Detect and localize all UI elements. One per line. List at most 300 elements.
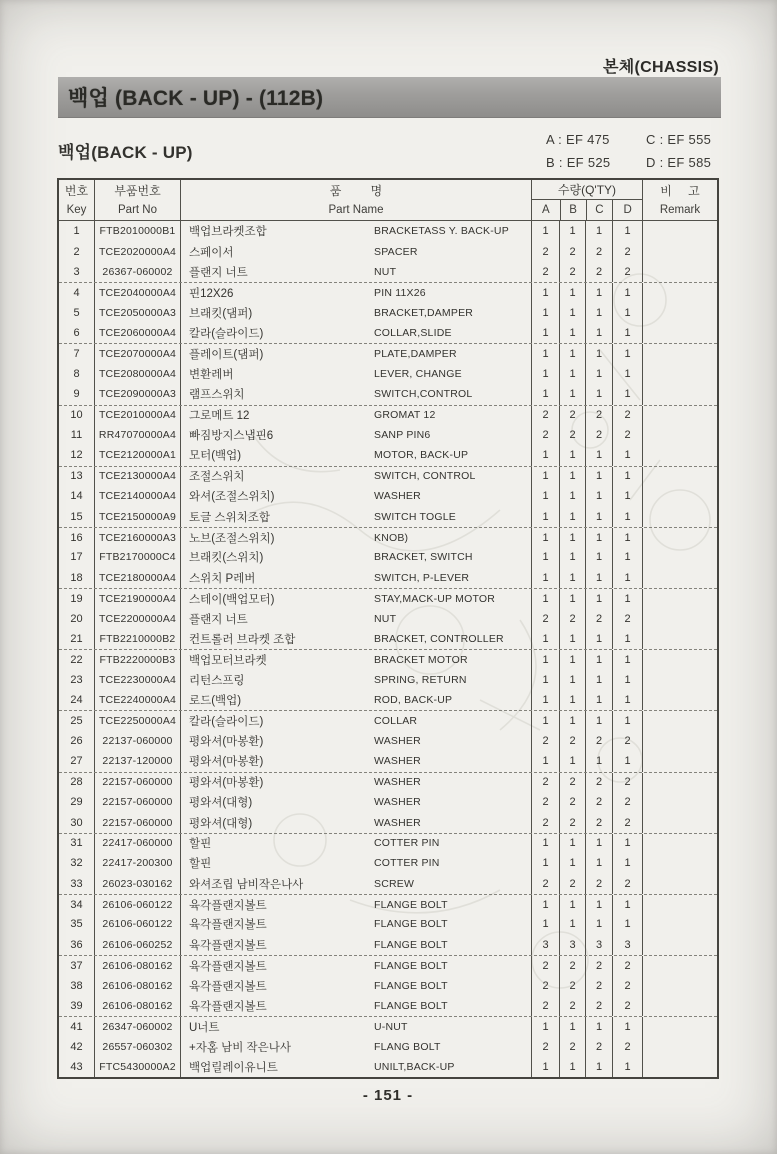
cell-qty-a: 1 xyxy=(531,589,559,608)
cell-part-name-kr: 평와셔(대형) xyxy=(180,812,372,832)
cell-part-name-en: SPACER xyxy=(374,245,418,258)
cell-qty-a: 1 xyxy=(531,384,559,404)
cell-part-name-en: GROMAT 12 xyxy=(374,409,436,422)
title-bar xyxy=(58,77,721,118)
cell-qty-c: 2 xyxy=(585,975,612,995)
cell-qty-a: 2 xyxy=(531,425,559,445)
cell-part-name-kr: 와셔조립 남비작은나사 xyxy=(180,874,372,894)
cell-part-name-en: COLLAR xyxy=(374,715,418,728)
cell-part-name-kr: 그로메트 12 xyxy=(180,406,372,425)
cell-part-no: TCE2040000A4 xyxy=(94,283,180,302)
cell-part-name-en: NUT xyxy=(374,265,397,278)
cell-qty-a: 1 xyxy=(531,467,559,486)
cell-key: 22 xyxy=(70,653,83,666)
cell-qty-a: 1 xyxy=(531,853,559,873)
cell-remark xyxy=(642,547,717,567)
cell-part-name-kr: 육각플랜지볼트 xyxy=(180,975,372,995)
cell-part-name-en: BRACKETASS Y. BACK-UP xyxy=(374,225,509,238)
cell-qty-b: 1 xyxy=(559,650,585,669)
legend-item-d: D : EF 585 xyxy=(646,155,712,170)
cell-remark xyxy=(642,935,717,955)
cell-part-no: 22157-060000 xyxy=(94,792,180,812)
cell-qty-c: 1 xyxy=(585,323,612,343)
cell-qty-c: 2 xyxy=(585,792,612,812)
cell-part-no: 22417-060000 xyxy=(94,834,180,853)
cell-part-name-en: FLANGE BOLT xyxy=(374,959,448,972)
cell-part-name-kr: 핀12X26 xyxy=(180,283,372,302)
cell-part-name-kr: 모터(백업) xyxy=(180,445,372,465)
cell-qty-d: 1 xyxy=(612,445,642,465)
cell-part-name-kr: +자홈 남비 작은나사 xyxy=(180,1037,372,1057)
cell-part-no: 26106-080162 xyxy=(94,956,180,975)
cell-qty-a: 1 xyxy=(531,914,559,934)
cell-part-name-kr: 플랜지 너트 xyxy=(180,608,372,628)
cell-part-no: TCE2150000A9 xyxy=(94,506,180,526)
table-row xyxy=(59,262,717,282)
cell-qty-d: 1 xyxy=(612,364,642,384)
table-row xyxy=(59,608,717,628)
cell-qty-d: 1 xyxy=(612,221,642,241)
cell-part-no: 26106-080162 xyxy=(94,996,180,1016)
cell-part-name-kr: 육각플랜지볼트 xyxy=(180,996,372,1016)
table-row xyxy=(59,1016,717,1036)
cell-remark xyxy=(642,506,717,526)
legend-item-c: C : EF 555 xyxy=(646,132,712,147)
cell-qty-d: 1 xyxy=(612,467,642,486)
cell-qty-a: 2 xyxy=(531,731,559,751)
cell-qty-d: 2 xyxy=(612,1037,642,1057)
cell-qty-b: 2 xyxy=(559,996,585,1016)
table-row xyxy=(59,935,717,955)
header-qty-label: 수량(Q'TY) xyxy=(532,180,642,200)
cell-qty-d: 1 xyxy=(612,283,642,302)
cell-part-name-en: MOTOR, BACK-UP xyxy=(374,449,469,462)
cell-remark xyxy=(642,853,717,873)
cell-remark xyxy=(642,467,717,486)
cell-qty-c: 1 xyxy=(585,589,612,608)
cell-part-no: TCE2010000A4 xyxy=(94,406,180,425)
cell-remark xyxy=(642,425,717,445)
cell-qty-a: 2 xyxy=(531,792,559,812)
cell-remark xyxy=(642,731,717,751)
cell-part-name-kr: 브래킷(스위치) xyxy=(180,547,372,567)
cell-remark xyxy=(642,975,717,995)
cell-qty-b: 2 xyxy=(559,1037,585,1057)
cell-key: 24 xyxy=(70,694,83,707)
table-row xyxy=(59,812,717,832)
cell-part-name-kr: 램프스위치 xyxy=(180,384,372,404)
cell-qty-a: 3 xyxy=(531,935,559,955)
cell-qty-b: 1 xyxy=(559,344,585,363)
cell-qty-d: 1 xyxy=(612,1017,642,1036)
cell-key: 2 xyxy=(73,245,80,258)
cell-key: 17 xyxy=(70,551,83,564)
cell-qty-b: 1 xyxy=(559,1017,585,1036)
cell-part-name-kr: 육각플랜지볼트 xyxy=(180,895,372,914)
cell-qty-b: 2 xyxy=(559,975,585,995)
cell-qty-b: 2 xyxy=(559,262,585,282)
table-row xyxy=(59,874,717,894)
cell-remark xyxy=(642,344,717,363)
cell-part-name-kr: 백업릴레이유니트 xyxy=(180,1057,372,1077)
cell-part-name-kr: 조절스위치 xyxy=(180,467,372,486)
header-qty-subcolumns xyxy=(532,200,642,220)
cell-remark xyxy=(642,812,717,832)
cell-part-name-en: FLANGE BOLT xyxy=(374,898,448,911)
cell-key: 34 xyxy=(70,898,83,911)
cell-qty-a: 1 xyxy=(531,528,559,547)
cell-key: 20 xyxy=(70,612,83,625)
cell-qty-d: 2 xyxy=(612,262,642,282)
cell-part-no: TCE2250000A4 xyxy=(94,711,180,730)
header-part-no xyxy=(94,180,180,220)
cell-part-name-en: ROD, BACK-UP xyxy=(374,694,453,707)
cell-qty-d: 2 xyxy=(612,874,642,894)
cell-qty-d: 2 xyxy=(612,425,642,445)
cell-key: 3 xyxy=(73,265,80,278)
table-row xyxy=(59,486,717,506)
table-row xyxy=(59,629,717,649)
cell-key: 36 xyxy=(70,938,83,951)
table-row xyxy=(59,425,717,445)
cell-qty-d: 1 xyxy=(612,895,642,914)
header-part-name xyxy=(180,180,531,220)
cell-key: 10 xyxy=(70,409,83,422)
cell-qty-a: 1 xyxy=(531,751,559,771)
cell-part-no: 26557-060302 xyxy=(94,1037,180,1057)
cell-qty-b: 2 xyxy=(559,773,585,792)
table-row xyxy=(59,914,717,934)
cell-qty-c: 1 xyxy=(585,445,612,465)
header-qty-col-c: C xyxy=(586,200,613,220)
header-qty xyxy=(531,180,642,220)
cell-remark xyxy=(642,895,717,914)
cell-key: 37 xyxy=(70,959,83,972)
cell-qty-c: 2 xyxy=(585,241,612,261)
cell-qty-a: 1 xyxy=(531,303,559,323)
cell-qty-a: 1 xyxy=(531,445,559,465)
cell-part-name-en: WASHER xyxy=(374,755,421,768)
model-legend xyxy=(546,128,746,174)
cell-key: 33 xyxy=(70,877,83,890)
cell-part-name-kr: 컨트롤러 브라켓 조합 xyxy=(180,629,372,649)
cell-qty-c: 1 xyxy=(585,364,612,384)
cell-part-no: 26106-060122 xyxy=(94,914,180,934)
cell-part-name-kr: 플레이트(댐퍼) xyxy=(180,344,372,363)
cell-part-name-kr: 스페이서 xyxy=(180,241,372,261)
cell-qty-d: 1 xyxy=(612,751,642,771)
cell-part-no: TCE2070000A4 xyxy=(94,344,180,363)
cell-qty-b: 1 xyxy=(559,834,585,853)
cell-key: 42 xyxy=(70,1040,83,1053)
cell-qty-c: 2 xyxy=(585,1037,612,1057)
cell-part-no: 26106-060122 xyxy=(94,895,180,914)
cell-part-no: FTB2220000B3 xyxy=(94,650,180,669)
table-row xyxy=(59,792,717,812)
cell-part-name-kr: 육각플랜지볼트 xyxy=(180,914,372,934)
cell-qty-d: 1 xyxy=(612,506,642,526)
parts-table-body xyxy=(59,221,717,1077)
cell-qty-c: 2 xyxy=(585,262,612,282)
cell-remark xyxy=(642,221,717,241)
cell-remark xyxy=(642,670,717,690)
cell-part-no: 22157-060000 xyxy=(94,812,180,832)
section-corner-label: 본체(CHASSIS) xyxy=(603,59,719,76)
cell-qty-d: 1 xyxy=(612,344,642,363)
cell-part-no: 22417-200300 xyxy=(94,853,180,873)
cell-remark xyxy=(642,589,717,608)
cell-qty-d: 2 xyxy=(612,773,642,792)
cell-qty-c: 2 xyxy=(585,996,612,1016)
table-row xyxy=(59,649,717,669)
table-row xyxy=(59,241,717,261)
cell-qty-a: 1 xyxy=(531,486,559,506)
cell-remark xyxy=(642,650,717,669)
cell-qty-c: 1 xyxy=(585,283,612,302)
cell-qty-c: 1 xyxy=(585,384,612,404)
cell-part-name-en: WASHER xyxy=(374,816,421,829)
table-row xyxy=(59,955,717,975)
cell-part-name-en: BRACKET,DAMPER xyxy=(374,306,474,319)
cell-qty-c: 1 xyxy=(585,711,612,730)
cell-qty-c: 1 xyxy=(585,914,612,934)
cell-part-no: FTB2210000B2 xyxy=(94,629,180,649)
cell-qty-d: 1 xyxy=(612,384,642,404)
table-row xyxy=(59,405,717,425)
cell-part-name-kr: 플랜지 너트 xyxy=(180,262,372,282)
cell-part-no: 26367-060002 xyxy=(94,262,180,282)
cell-part-name-kr: 스테이(백업모터) xyxy=(180,589,372,608)
table-row xyxy=(59,1057,717,1077)
cell-key: 31 xyxy=(70,837,83,850)
cell-remark xyxy=(642,690,717,710)
cell-part-name-en: COTTER PIN xyxy=(374,837,440,850)
cell-qty-a: 1 xyxy=(531,344,559,363)
cell-part-name-en: SWITCH, P-LEVER xyxy=(374,571,470,584)
cell-remark xyxy=(642,528,717,547)
cell-qty-b: 1 xyxy=(559,467,585,486)
cell-qty-d: 1 xyxy=(612,834,642,853)
cell-key: 7 xyxy=(73,348,80,361)
table-row xyxy=(59,221,717,241)
cell-qty-d: 2 xyxy=(612,608,642,628)
cell-remark xyxy=(642,262,717,282)
cell-qty-c: 1 xyxy=(585,895,612,914)
cell-part-name-en: NUT xyxy=(374,612,397,625)
cell-part-name-en: WASHER xyxy=(374,796,421,809)
cell-key: 27 xyxy=(70,755,83,768)
cell-qty-c: 2 xyxy=(585,812,612,832)
cell-qty-b: 1 xyxy=(559,711,585,730)
cell-qty-a: 1 xyxy=(531,283,559,302)
cell-qty-b: 2 xyxy=(559,608,585,628)
table-row xyxy=(59,731,717,751)
cell-qty-a: 1 xyxy=(531,506,559,526)
cell-qty-c: 2 xyxy=(585,608,612,628)
cell-key: 21 xyxy=(70,633,83,645)
cell-qty-c: 2 xyxy=(585,425,612,445)
cell-part-no: TCE2080000A4 xyxy=(94,364,180,384)
cell-part-name-en: PIN 11X26 xyxy=(374,286,426,299)
cell-part-name-kr: 스위치 P레버 xyxy=(180,568,372,588)
cell-qty-c: 1 xyxy=(585,834,612,853)
cell-qty-c: 1 xyxy=(585,506,612,526)
cell-key: 18 xyxy=(70,571,83,584)
cell-key: 1 xyxy=(73,225,80,238)
cell-qty-d: 3 xyxy=(612,935,642,955)
cell-qty-d: 1 xyxy=(612,528,642,547)
header-qty-col-d: D xyxy=(612,200,642,220)
cell-qty-b: 2 xyxy=(559,406,585,425)
cell-part-name-en: PLATE,DAMPER xyxy=(374,348,457,361)
cell-qty-a: 2 xyxy=(531,773,559,792)
cell-part-no: TCE2050000A3 xyxy=(94,303,180,323)
header-part-no-kr: 부품번호 xyxy=(114,183,161,198)
cell-remark xyxy=(642,1057,717,1077)
cell-part-no: 22137-060000 xyxy=(94,731,180,751)
cell-key: 8 xyxy=(73,367,80,380)
cell-qty-a: 2 xyxy=(531,241,559,261)
cell-remark xyxy=(642,773,717,792)
cell-qty-d: 1 xyxy=(612,711,642,730)
cell-qty-d: 1 xyxy=(612,650,642,669)
cell-qty-d: 1 xyxy=(612,853,642,873)
cell-key: 6 xyxy=(73,327,80,340)
cell-qty-d: 1 xyxy=(612,690,642,710)
cell-qty-b: 1 xyxy=(559,895,585,914)
cell-qty-b: 2 xyxy=(559,812,585,832)
cell-qty-c: 1 xyxy=(585,568,612,588)
table-header xyxy=(59,180,717,221)
table-row xyxy=(59,772,717,792)
cell-part-name-en: SCREW xyxy=(374,877,415,890)
cell-qty-b: 1 xyxy=(559,221,585,241)
header-part-no-en: Part No xyxy=(118,203,157,216)
cell-key: 32 xyxy=(70,857,83,870)
cell-part-name-en: KNOB) xyxy=(374,531,409,544)
table-row xyxy=(59,384,717,404)
cell-remark xyxy=(642,1017,717,1036)
cell-qty-c: 1 xyxy=(585,670,612,690)
cell-qty-b: 1 xyxy=(559,914,585,934)
cell-qty-d: 2 xyxy=(612,812,642,832)
cell-qty-c: 1 xyxy=(585,221,612,241)
cell-part-name-kr: 와셔(조절스위치) xyxy=(180,486,372,506)
cell-key: 4 xyxy=(73,286,80,299)
legend-item-a: A : EF 475 xyxy=(546,132,610,147)
cell-qty-b: 1 xyxy=(559,528,585,547)
parts-table xyxy=(57,178,719,1079)
cell-qty-a: 1 xyxy=(531,547,559,567)
cell-remark xyxy=(642,303,717,323)
cell-qty-a: 2 xyxy=(531,975,559,995)
cell-part-name-kr: 칼라(슬라이드) xyxy=(180,711,372,730)
cell-qty-a: 1 xyxy=(531,364,559,384)
cell-qty-b: 1 xyxy=(559,589,585,608)
cell-qty-d: 2 xyxy=(612,996,642,1016)
cell-qty-b: 2 xyxy=(559,241,585,261)
table-row xyxy=(59,303,717,323)
table-row xyxy=(59,343,717,363)
table-row xyxy=(59,670,717,690)
cell-remark xyxy=(642,956,717,975)
cell-qty-c: 2 xyxy=(585,773,612,792)
cell-part-name-en: WASHER xyxy=(374,776,421,789)
cell-part-no: TCE2140000A4 xyxy=(94,486,180,506)
cell-part-name-kr: 할핀 xyxy=(180,834,372,853)
legend-item-b: B : EF 525 xyxy=(546,155,611,170)
cell-qty-b: 2 xyxy=(559,874,585,894)
cell-qty-b: 1 xyxy=(559,1057,585,1077)
table-row xyxy=(59,364,717,384)
cell-qty-c: 1 xyxy=(585,467,612,486)
cell-qty-a: 1 xyxy=(531,650,559,669)
cell-remark xyxy=(642,406,717,425)
cell-key: 35 xyxy=(70,918,83,931)
cell-part-name-en: FLANGE BOLT xyxy=(374,1000,448,1013)
cell-part-no: TCE2190000A4 xyxy=(94,589,180,608)
cell-qty-b: 1 xyxy=(559,323,585,343)
cell-qty-b: 1 xyxy=(559,303,585,323)
table-row xyxy=(59,466,717,486)
cell-qty-b: 1 xyxy=(559,690,585,710)
table-row xyxy=(59,445,717,465)
cell-remark xyxy=(642,608,717,628)
cell-qty-b: 2 xyxy=(559,731,585,751)
cell-qty-a: 2 xyxy=(531,874,559,894)
cell-qty-b: 1 xyxy=(559,670,585,690)
table-row xyxy=(59,547,717,567)
header-part-name-kr: 품 명 xyxy=(329,183,383,198)
cell-qty-c: 1 xyxy=(585,650,612,669)
cell-qty-a: 1 xyxy=(531,629,559,649)
cell-part-name-en: LEVER, CHANGE xyxy=(374,367,462,380)
table-row xyxy=(59,996,717,1016)
cell-part-no: 26106-080162 xyxy=(94,975,180,995)
page-title: 백업 (BACK - UP) - (112B) xyxy=(68,87,324,110)
cell-key: 9 xyxy=(73,388,80,401)
cell-qty-d: 1 xyxy=(612,323,642,343)
cell-qty-d: 2 xyxy=(612,406,642,425)
cell-qty-b: 1 xyxy=(559,751,585,771)
cell-key: 28 xyxy=(70,776,83,789)
cell-part-name-kr: 육각플랜지볼트 xyxy=(180,935,372,955)
cell-remark xyxy=(642,874,717,894)
table-row xyxy=(59,894,717,914)
cell-qty-c: 2 xyxy=(585,406,612,425)
cell-qty-a: 1 xyxy=(531,1017,559,1036)
cell-qty-a: 2 xyxy=(531,406,559,425)
cell-qty-d: 2 xyxy=(612,956,642,975)
cell-qty-c: 1 xyxy=(585,751,612,771)
cell-remark xyxy=(642,445,717,465)
cell-qty-c: 1 xyxy=(585,547,612,567)
cell-qty-d: 1 xyxy=(612,589,642,608)
cell-part-no: TCE2200000A4 xyxy=(94,608,180,628)
cell-part-no: 22157-060000 xyxy=(94,773,180,792)
cell-qty-b: 1 xyxy=(559,364,585,384)
cell-part-name-en: BRACKET MOTOR xyxy=(374,653,468,666)
cell-part-name-en: SWITCH, CONTROL xyxy=(374,470,476,483)
cell-part-name-en: U-NUT xyxy=(374,1020,408,1033)
cell-part-no: TCE2020000A4 xyxy=(94,241,180,261)
header-key-kr: 번호 xyxy=(64,183,89,198)
cell-qty-d: 1 xyxy=(612,1057,642,1077)
cell-key: 13 xyxy=(70,470,83,483)
cell-part-name-en: SWITCH TOGLE xyxy=(374,510,456,523)
cell-part-name-en: COLLAR,SLIDE xyxy=(374,327,452,340)
cell-qty-d: 2 xyxy=(612,975,642,995)
